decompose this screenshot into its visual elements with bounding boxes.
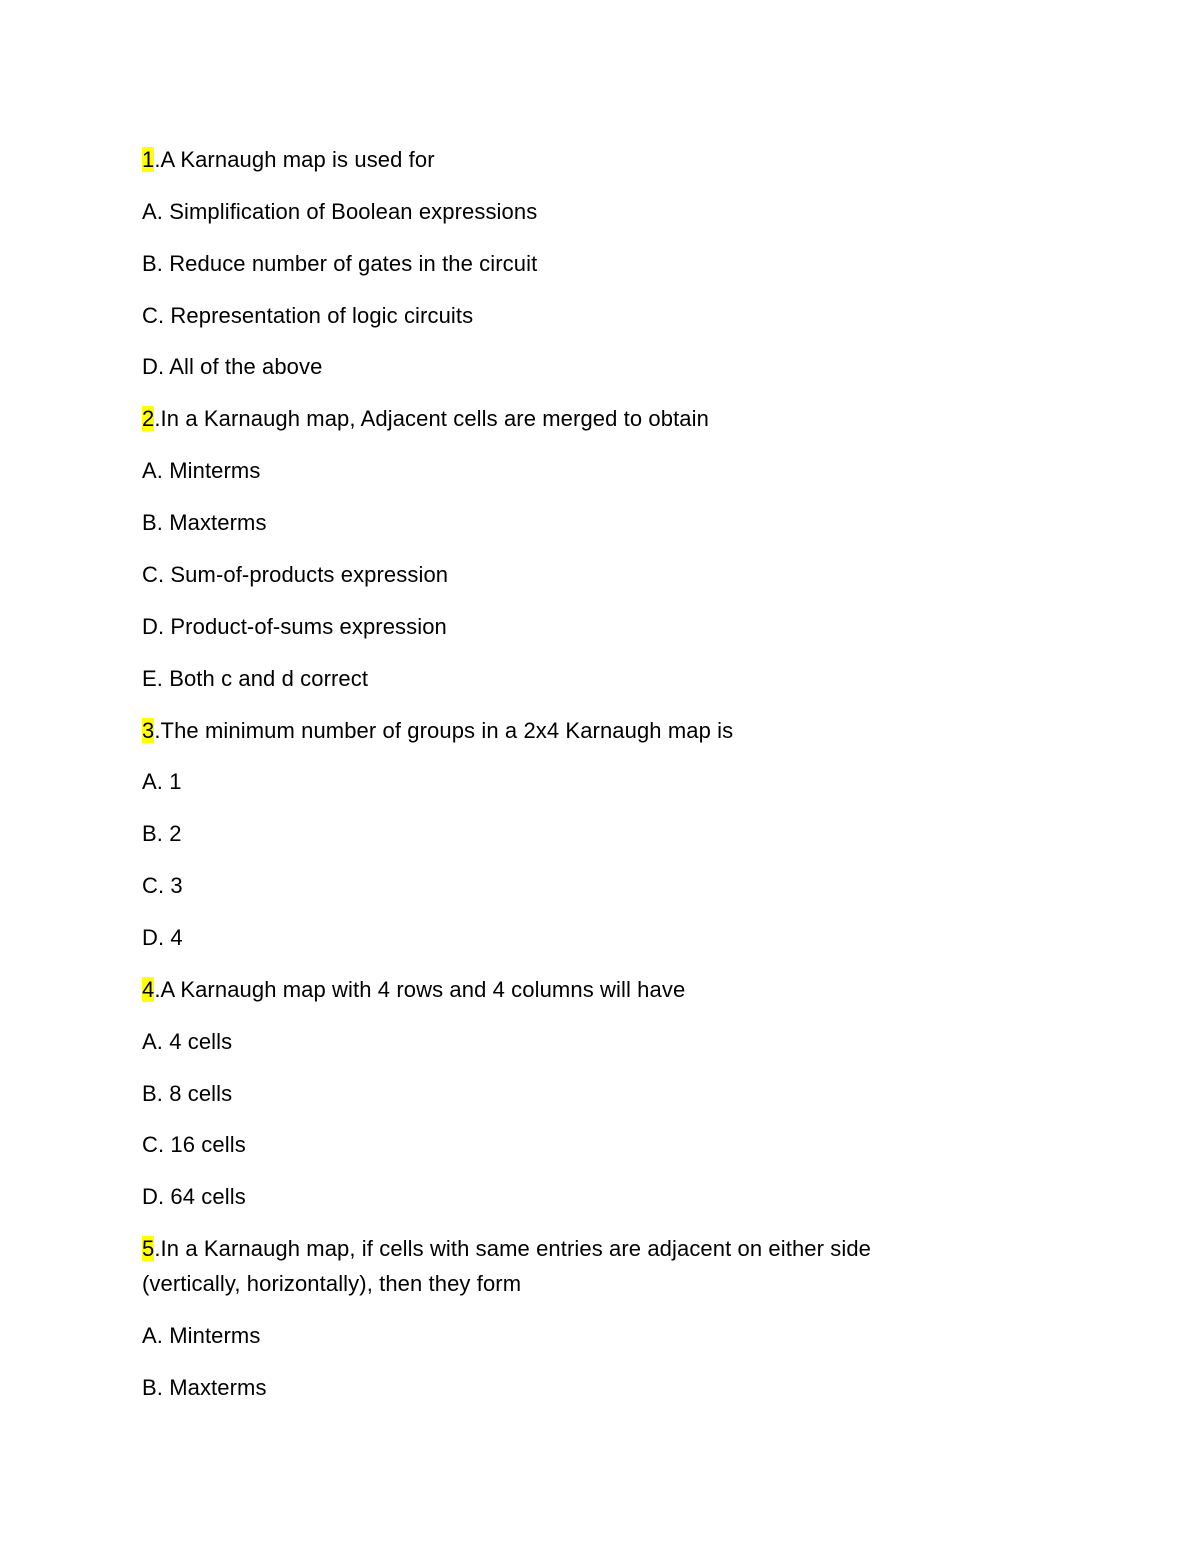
question-number: 2 xyxy=(142,406,155,431)
option-b: B. 8 cells xyxy=(142,1081,233,1106)
question-1 xyxy=(142,147,435,173)
question-text: .In a Karnaugh map, Adjacent cells are merged to obtain xyxy=(154,406,709,431)
option-b: B. Reduce number of gates in the circuit xyxy=(142,251,538,276)
question-2 xyxy=(142,406,709,432)
question-number: 1 xyxy=(142,147,155,172)
option-d: D. Product-of-sums expression xyxy=(142,614,447,639)
option-a: A. 4 cells xyxy=(142,1029,233,1054)
question-number: 3 xyxy=(142,718,155,743)
option-c: C. Sum-of-products expression xyxy=(142,562,449,587)
question-5 xyxy=(142,1236,871,1262)
question-text: .In a Karnaugh map, if cells with same entries are adjacent on either side xyxy=(154,1236,872,1261)
option-a: A. Minterms xyxy=(142,1323,261,1348)
question-text: .A Karnaugh map is used for xyxy=(154,147,435,172)
option-d: D. 64 cells xyxy=(142,1184,246,1209)
question-5-continued: (vertically, horizontally), then they form xyxy=(142,1271,522,1296)
option-d: D. All of the above xyxy=(142,354,323,379)
option-c: C. 16 cells xyxy=(142,1132,246,1157)
question-3 xyxy=(142,718,733,744)
option-a: A. Simplification of Boolean expressions xyxy=(142,199,538,224)
option-a: A. 1 xyxy=(142,769,182,794)
option-b: B. 2 xyxy=(142,821,182,846)
question-4 xyxy=(142,977,685,1003)
question-text: .A Karnaugh map with 4 rows and 4 columns will have xyxy=(154,977,686,1002)
question-number: 4 xyxy=(142,977,155,1002)
option-b: B. Maxterms xyxy=(142,1375,267,1400)
option-c: C. 3 xyxy=(142,873,183,898)
option-b: B. Maxterms xyxy=(142,510,267,535)
option-c: C. Representation of logic circuits xyxy=(142,303,474,328)
option-a: A. Minterms xyxy=(142,458,261,483)
option-e: E. Both c and d correct xyxy=(142,666,369,691)
option-d: D. 4 xyxy=(142,925,183,950)
question-text: .The minimum number of groups in a 2x4 Karnaugh map is xyxy=(154,718,734,743)
question-number: 5 xyxy=(142,1236,155,1261)
